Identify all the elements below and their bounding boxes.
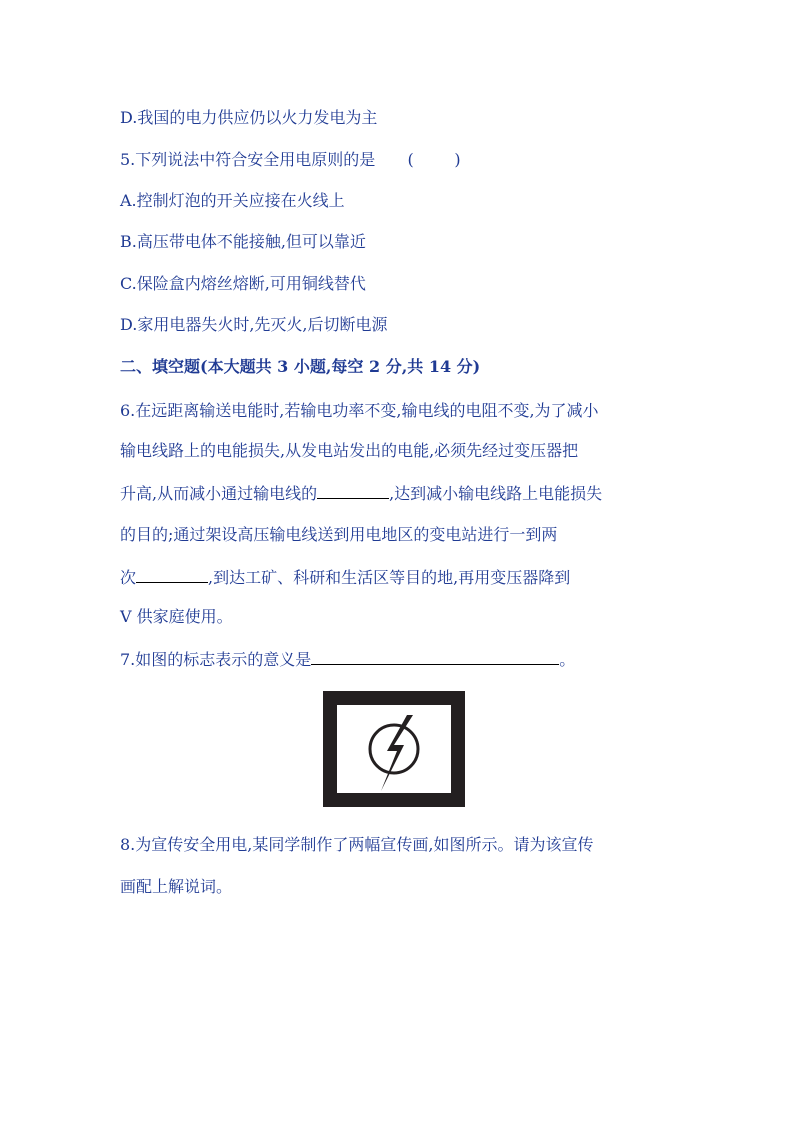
- q7-stem: 7.如图的标志表示的意义是: [120, 650, 312, 669]
- answer-blank-2: [136, 566, 208, 583]
- q5-option-c: C.保险盒内熔丝熔断,可用铜线替代: [120, 274, 366, 293]
- q8-line-2: 画配上解说词。: [120, 877, 233, 896]
- electric-hazard-sign: [323, 691, 465, 807]
- section-heading: 二、填空题(本大题共 3 小题,每空 2 分,共 14 分): [120, 357, 481, 376]
- q6-line-1: 6.在远距离输送电能时,若输电功率不变,输电线的电阻不变,为了减小: [120, 401, 599, 420]
- q5-answer-paren: ( ): [407, 150, 461, 169]
- q6-text-5b: ,到达工矿、科研和生活区等目的地,再用变压器降到: [208, 568, 571, 587]
- q6-line-2: 输电线路上的电能损失,从发电站发出的电能,必须先经过变压器把: [120, 441, 579, 460]
- q7-end: 。: [559, 650, 576, 669]
- q5-stem-line: [120, 149, 461, 171]
- q6-line-3: [120, 482, 602, 505]
- q6-text-3b: ,达到减小输电线路上电能损失: [389, 484, 603, 503]
- q5-option-d: D.家用电器失火时,先灭火,后切断电源: [120, 315, 388, 334]
- q5-stem: 5.下列说法中符合安全用电原则的是: [120, 150, 376, 169]
- q6-line-4: 的目的;通过架设高压输电线送到用电地区的变电站进行一到两: [120, 525, 558, 544]
- q5-option-b: B.高压带电体不能接触,但可以靠近: [120, 232, 366, 251]
- q8-line-1: 8.为宣传安全用电,某同学制作了两幅宣传画,如图所示。请为该宣传: [120, 835, 594, 854]
- q6-line-6: V 供家庭使用。: [120, 607, 233, 626]
- answer-blank-1: [317, 482, 389, 499]
- q6-text-3a: 升高,从而减小通过输电线的: [120, 484, 318, 503]
- answer-blank-3: [311, 648, 559, 665]
- q5-option-a: A.控制灯泡的开关应接在火线上: [120, 191, 345, 210]
- lightning-bolt-icon: [323, 691, 465, 807]
- q6-line-5: [120, 566, 570, 589]
- q7-line: [120, 648, 575, 671]
- q4-option-d: D.我国的电力供应仍以火力发电为主: [120, 108, 378, 127]
- q6-text-5a: 次: [120, 568, 137, 587]
